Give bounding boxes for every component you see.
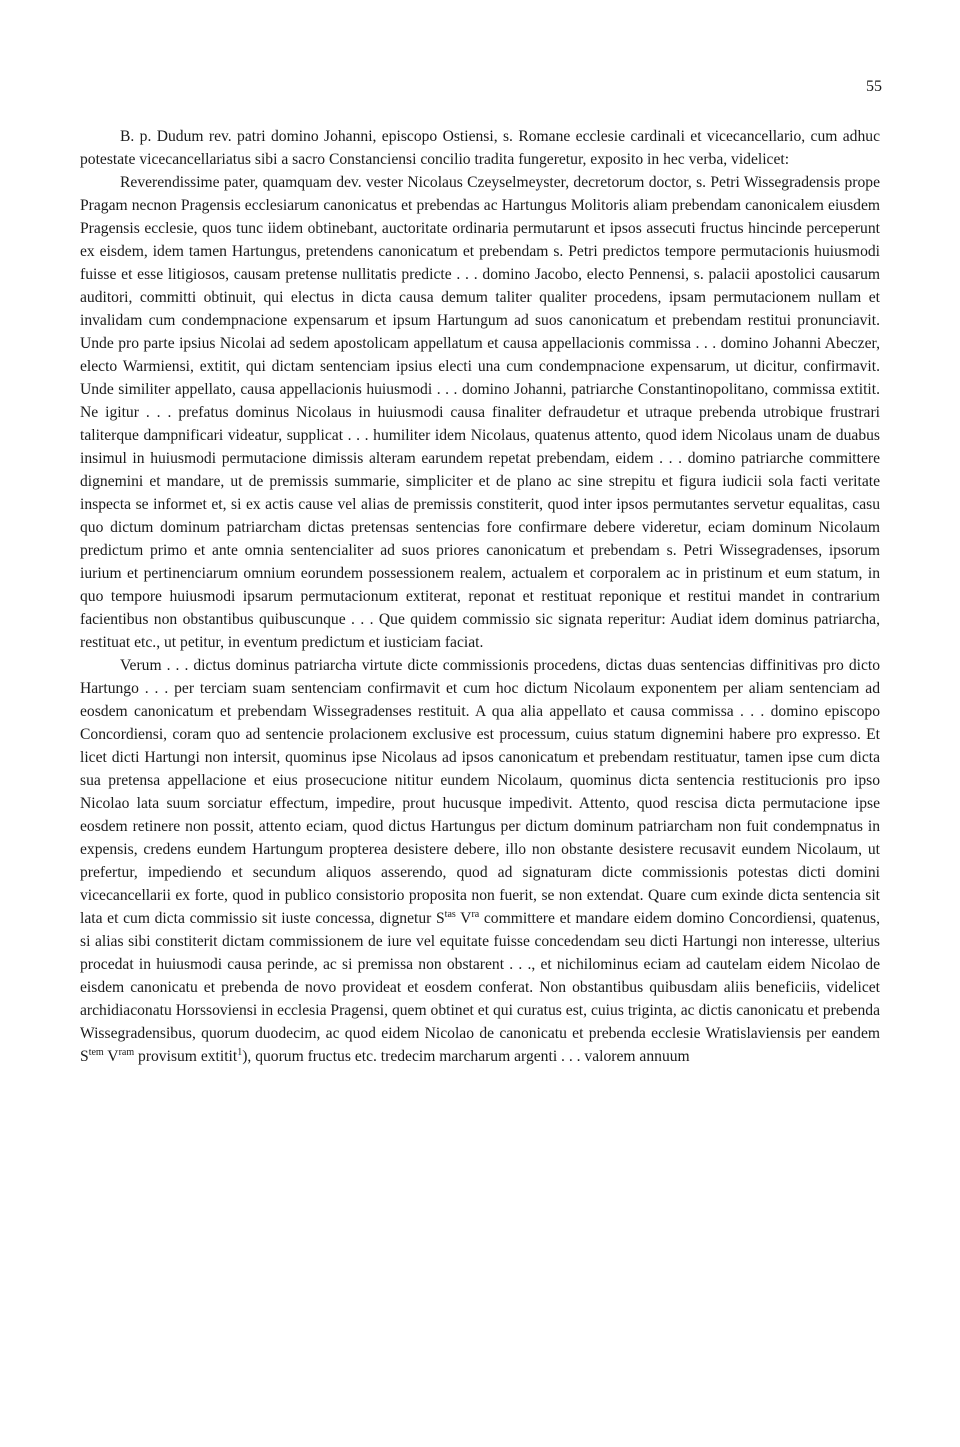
page-number: 55 <box>866 78 882 95</box>
abbreviation-superscript-3: tem <box>88 1046 104 1058</box>
paragraph-verum-text-4: V <box>103 1048 119 1065</box>
paragraph-verum-text-6: ), quorum fructus etc. tredecim marcharum argenti . . . valorem annuum <box>242 1048 690 1065</box>
abbreviation-superscript-2: ra <box>471 908 480 920</box>
footnote-marker: 1 <box>237 1046 243 1058</box>
document-body <box>80 125 880 1068</box>
paragraph-verum-text-1: Verum . . . dictus dominus patriarcha virtute dicte commissionis procedens, dictas duas sentencias diffinitivas pro dicto Hartungo . . . per terciam suam sentenciam confirmavit et cum hoc dictum Nicolaum exponentem per aliam sentenciam ad eosdem canonicatum et prebendam Wissegradenses restituit. A qua alia appellato et causa commissa . . . domino episcopo Concordiensi, coram quo ad sentencie prolacionem exclusive est processum, cuius statum dignemini habere pro expresso. Et licet dicti Hartungi non intersit, quominus ipse Nicolaus ad ipsos canonicatum et prebendam restituatur, tamen ipse cum dicta sua pretensa appellacione et eius prosecucione nititur eundem Nicolaum, quominus dicta sentencia restitucionis pro ipso Nicolao lata suum sorciatur effectum, impedire, prout hucusque impedivit. Attento, quod rescisa dicta permutacione ipse eosdem retinere non possit, attento eciam, quod dictus Hartungus per dictum dominum patriarcham non fuit condempnatus in expensis, credens eundem Hartungum propterea desistere debere, illo non obstante desistere recusavit eundem Nicolaum, ut prefertur, impediendo et secundum aliquos asserendo, quod ad signaturam dicte commissionis potestas dicti domini vicecancellarii ex forte, quod in publico consistorio proposita non fuerit, se non extendat. Quare cum exinde dicta sentencia sit lata et cum dicta commissio sit iuste concessa, dignetur S <box>80 657 880 927</box>
paragraph-verum <box>80 654 880 1068</box>
paragraph-petition: Reverendissime pater, quamquam dev. vester Nicolaus Czeyselmeyster, decretorum doctor, s. Petri Wissegradensis prope Pragam necnon Pragensis ecclesiarum canonicatus et prebendas ac Hartungus Molitoris aliam prebendam canonicalem eiusdem Pragensis ecclesie, quos tunc iidem obtinebant, auctoritate ordinaria permutarunt et ipsos assecuti fructus hincinde perceperunt ex eisdem, idem tamen Hartungus, pretendens canonicatum et prebendam s. Petri predictos tempore permutacionis huiusmodi fuisse et esse litigiosos, causam pretense nullitatis predicte . . . domino Jacobo, electo Pennensi, s. palacii apostolici causarum auditori, committi obtinuit, qui electus in dicta causa demum taliter qualiter procedens, ipsam permutacionem nullam et invalidam cum condempnacione expensarum et ipsum Hartungum ad suos canonicatum et prebendam restitui pronunciavit. Unde pro parte ipsius Nicolai ad sedem apostolicam appellatum et causa appellacionis commissa . . . domino Johanni Abeczer, electo Warmiensi, extitit, qui dictam sentenciam ipsius electi una cum condempnacione expensarum, ut dicitur, confirmavit. Unde similiter appellato, causa appellacionis huiusmodi . . . domino Johanni, patriarche Constantinopolitano, commissa extitit. Ne igitur . . . prefatus dominus Nicolaus in huiusmodi causa finaliter defraudetur et utraque prebenda utrobique frustrari taliterque dampnificari videatur, supplicat . . . humiliter idem Nicolaus, quatenus attento, quod idem Nicolaus unam de duabus insimul in huiusmodi permutacione dimissis alteram earundem repetat prebendam, eidem . . . domino patriarche committere dignemini et mandare, ut de premissis summarie, simpliciter et de plano ac sine strepitu et figura iudicii sola facti veritate inspecta se informet et, si ex actis cause vel alias de premissis constiterit, quod inter ipsos permutantes servetur equalitas, casu quo dictum dominum patriarcham dictas pretensas sentencias fore confirmare debere videretur, eciam dominum Nicolaum predictum primo et ante omnia sentencialiter ad suos priores canonicatum et prebendam s. Petri Wissegradenses, ipsorum iurium et pertinenciarum omnium eorundem possessionem realem, actualem et corporalem ac in pristinum et eum statum, in quo tempore huiusmodi ipsarum permutacionum extiterat, reponat et restituat reponique et restitui mandet in contrarium facientibus non obstantibus quibuscunque . . . Que quidem commissio sic signata reperitur: Audiat idem dominus patriarcha, restituat etc., ut petitur, in eventum predictum et iusticiam faciat. <box>80 174 880 651</box>
paragraph-verum-text-2: V <box>455 910 472 927</box>
paragraph-verum-text-5: provisum extitit <box>134 1048 238 1065</box>
paragraph-intro: B. p. Dudum rev. patri domino Johanni, episcopo Ostiensi, s. Romane ecclesie cardinali et vicecancellario, cum adhuc potestate vicecancellariatus sibi a sacro Constanciensi concilio tradita fungeretur, exposito in hec verba, videlicet: <box>80 128 880 168</box>
abbreviation-superscript-4: ram <box>118 1046 135 1058</box>
paragraph-verum-text-3: committere et mandare eidem domino Concordiensi, quatenus, si alias sibi constiterit dictam commissionem de iure vel equitate fuisse concedendam seu dicti Hartungi non interesse, ulterius procedat in huiusmodi causa perinde, ac si premissa non obstarent . . ., et nichilominus eciam ad cautelam eidem Nicolao de eisdem canonicatu et prebenda de novo provideat et eosdem conferat. Non obstantibus quibusdam aliis beneficiis, videlicet archidiaconatu Horssoviensi in ecclesia Pragensi, quem obtinet et qui curatus est, cuius triginta, ac dictis canonicatu et prebenda Wissegradensibus, quorum duodecim, ac quod eidem Nicolao de canonicatu et prebenda ecclesie Wratislaviensis per eandem S <box>80 910 880 1065</box>
abbreviation-superscript-1: tas <box>444 908 456 920</box>
